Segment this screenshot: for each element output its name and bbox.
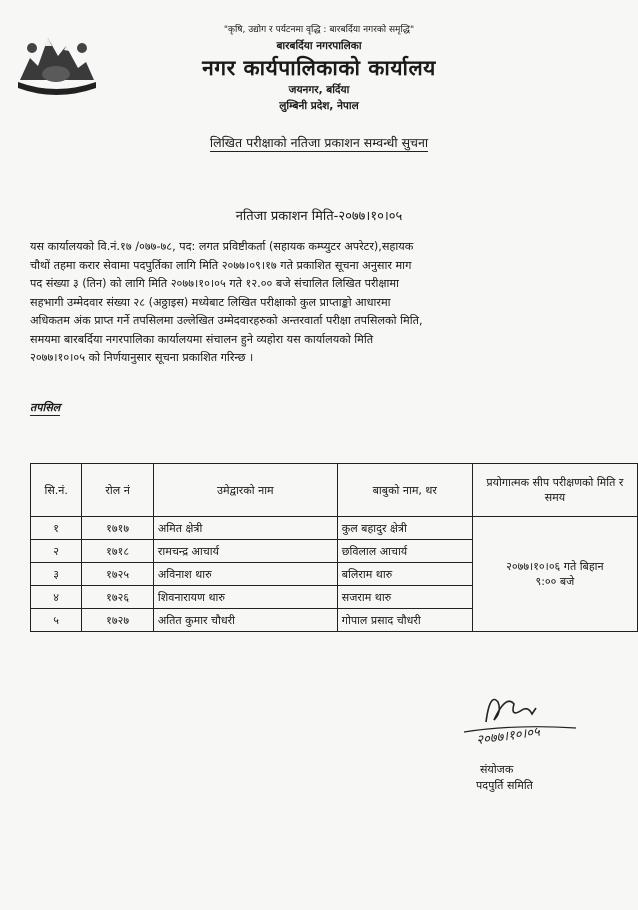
cell-sn: २ bbox=[31, 540, 82, 563]
cell-roll: १७१७ bbox=[82, 517, 154, 540]
cell-father: छविलाल आचार्य bbox=[337, 540, 472, 563]
cell-name: अविनाश थारु bbox=[153, 563, 337, 586]
cell-father: कुल बहादुर क्षेत्री bbox=[337, 517, 472, 540]
table-header-row bbox=[31, 464, 638, 517]
body-line: चौथों तहमा करार सेवामा पदपुर्तिका लागि मिति २०७७।०९।१७ गते प्रकाशित सूचना अनुसार माग bbox=[30, 258, 412, 272]
notice-body bbox=[30, 238, 608, 368]
cell-roll: १७२५ bbox=[82, 563, 154, 586]
schedule-line-2: ९:०० बजे bbox=[535, 575, 575, 588]
address-line-2: लुम्बिनी प्रदेश, नेपाल bbox=[279, 100, 359, 112]
cell-sn: ५ bbox=[31, 609, 82, 632]
cell-roll: १७२६ bbox=[82, 586, 154, 609]
slogan: "कृषि, उद्योग र पर्यटनमा वृद्धि : बारबर्दिया नगरको समृद्धि" bbox=[223, 25, 415, 35]
header-roll: रोल नं bbox=[82, 464, 154, 517]
signatory-designation: संयोजक bbox=[480, 763, 514, 776]
notice-title bbox=[0, 134, 638, 151]
body-line: अधिकतम अंक प्राप्त गर्ने तपसिलमा उल्लेखित उम्मेदवारहरुको अन्तरवार्ता परीक्षा तपसिलको मिति, bbox=[30, 314, 423, 327]
body-line: यस कार्यालयको वि.नं.१७ /०७७-७८, पद: लगत प्रविष्टीकर्ता (सहायक कम्प्युटर अपरेटर),सहायक bbox=[30, 240, 414, 253]
address-line-1: जयनगर, बर्दिया bbox=[288, 84, 350, 96]
body-line: पद संख्या ३ (तिन) को लागि मिति २०७७।१०।०५ गते १२.०० बजे संचालित लिखित परीक्षामा bbox=[30, 277, 399, 290]
cell-father: गोपाल प्रसाद चौधरी bbox=[337, 609, 472, 632]
cell-father: बलिराम थारु bbox=[337, 563, 472, 586]
body-line: २०७७।१०।०५ को निर्णयानुसार सूचना प्रकाशित गरिन्छ । bbox=[30, 351, 254, 364]
header-name: उमेद्वारको नाम bbox=[153, 464, 337, 517]
cell-father: सजराम थारु bbox=[337, 586, 472, 609]
cell-roll: १७२७ bbox=[82, 609, 154, 632]
cell-sn: ३ bbox=[31, 563, 82, 586]
header-schedule: प्रयोगात्मक सीप परीक्षणको मिति र समय bbox=[472, 464, 637, 517]
signature-date: २०७७।१०।०५ bbox=[475, 724, 541, 749]
cell-schedule bbox=[472, 517, 637, 632]
header-sn: सि.नं. bbox=[31, 464, 82, 517]
header-father: बाबुको नाम, थर bbox=[337, 464, 472, 517]
office-title: नगर कार्यपालिकाको कार्यालय bbox=[202, 56, 436, 80]
cell-sn: १ bbox=[31, 517, 82, 540]
municipality-name: बारबर्दिया नगरपालिका bbox=[276, 40, 362, 52]
cell-name: अमित क्षेत्री bbox=[153, 517, 337, 540]
cell-sn: ४ bbox=[31, 586, 82, 609]
cell-name: शिवनारायण थारु bbox=[153, 586, 337, 609]
candidate-table bbox=[30, 463, 638, 632]
signatory-committee: पदपुर्ति समिति bbox=[476, 779, 533, 792]
notice-title-text: लिखित परीक्षाको नतिजा प्रकाशन सम्वन्धी सुचना bbox=[209, 135, 429, 150]
cell-name: अतित कुमार चौधरी bbox=[153, 609, 337, 632]
body-line: समयमा बारबर्दिया नगरपालिका कार्यालयमा संचालन हुने व्यहोरा यस कार्यालयको मिति bbox=[30, 332, 374, 346]
cell-roll: १७१८ bbox=[82, 540, 154, 563]
body-line: सहभागी उम्मेदवार संख्या २८ (अठ्ठाइस) मध्येबाट लिखित परीक्षाको कुल प्राप्ताङ्को आधारमा bbox=[30, 295, 391, 309]
tapasil-label: तपसिल bbox=[30, 401, 61, 414]
table-row bbox=[31, 517, 638, 540]
schedule-line-1: २०७७।१०।०६ गते बिहान bbox=[506, 560, 604, 573]
cell-name: रामचन्द्र आचार्य bbox=[153, 540, 337, 563]
result-date: नतिजा प्रकाशन मिति-२०७७।१०।०५ bbox=[235, 209, 403, 224]
